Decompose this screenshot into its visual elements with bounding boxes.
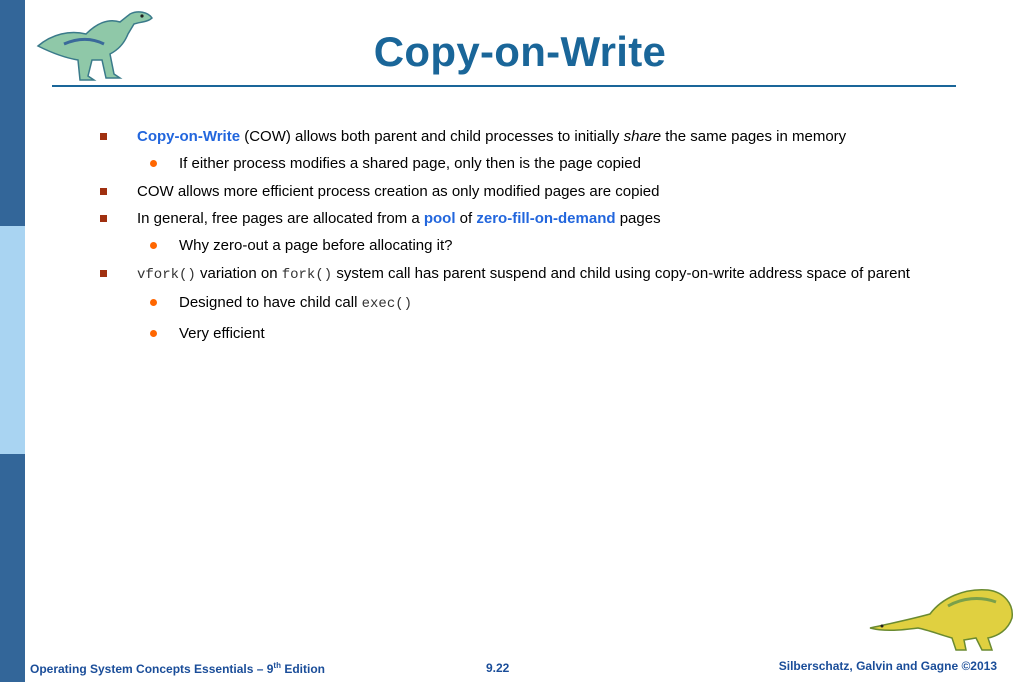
emphasis-share: share	[623, 128, 662, 145]
dinosaur-icon	[868, 584, 1018, 654]
code-exec: exec()	[361, 296, 413, 312]
footer-book-title: Operating System Concepts Essentials – 9th Edition	[30, 661, 325, 676]
round-bullet-icon	[150, 242, 157, 249]
term-zero-fill-on-demand: zero-fill-on-demand	[476, 210, 616, 227]
term-copy-on-write: Copy-on-Write	[137, 128, 241, 145]
page-title: Copy-on-Write	[373, 28, 667, 75]
text: of	[459, 210, 473, 227]
text: variation on	[199, 265, 278, 282]
list-item	[100, 263, 920, 286]
sidebar-segment-bottom	[0, 454, 25, 682]
sub-list-item	[100, 235, 920, 256]
sidebar-segment-middle	[0, 226, 25, 454]
text: COW allows more efficient process creation as only modified pages are copied	[137, 183, 660, 200]
square-bullet-icon	[100, 215, 107, 222]
text: If either process modifies a shared page, only then is the page copied	[179, 155, 641, 172]
list-item	[100, 181, 920, 202]
text: In general, free pages are allocated from a	[137, 210, 420, 227]
text: (COW) allows both parent and child processes to initially	[244, 128, 620, 145]
code-vfork: vfork()	[137, 267, 196, 283]
text: Designed to have child call	[179, 294, 358, 311]
square-bullet-icon	[100, 188, 107, 195]
square-bullet-icon	[100, 270, 107, 277]
sub-list-item	[100, 323, 920, 344]
text: Why zero-out a page before allocating it?	[179, 237, 453, 254]
dinosaur-icon	[34, 4, 158, 84]
square-bullet-icon	[100, 133, 107, 140]
list-item	[100, 208, 920, 229]
round-bullet-icon	[150, 160, 157, 167]
title-divider	[52, 85, 956, 87]
text: Very efficient	[179, 325, 265, 342]
footer-page-number: 9.22	[486, 661, 510, 675]
text: the same pages in memory	[665, 128, 847, 145]
sidebar-segment-top	[0, 0, 25, 226]
bullet-list	[100, 126, 920, 344]
text: system call has parent suspend and child using copy-on-write address space of parent	[336, 265, 910, 282]
list-item	[100, 126, 920, 147]
left-sidebar-band	[0, 0, 25, 682]
sub-list-item	[100, 292, 920, 315]
round-bullet-icon	[150, 299, 157, 306]
term-pool: pool	[423, 210, 456, 227]
sub-list-item	[100, 153, 920, 174]
round-bullet-icon	[150, 330, 157, 337]
code-fork: fork()	[281, 267, 333, 283]
footer-copyright: Silberschatz, Galvin and Gagne ©2013	[778, 659, 997, 673]
text: pages	[619, 210, 661, 227]
